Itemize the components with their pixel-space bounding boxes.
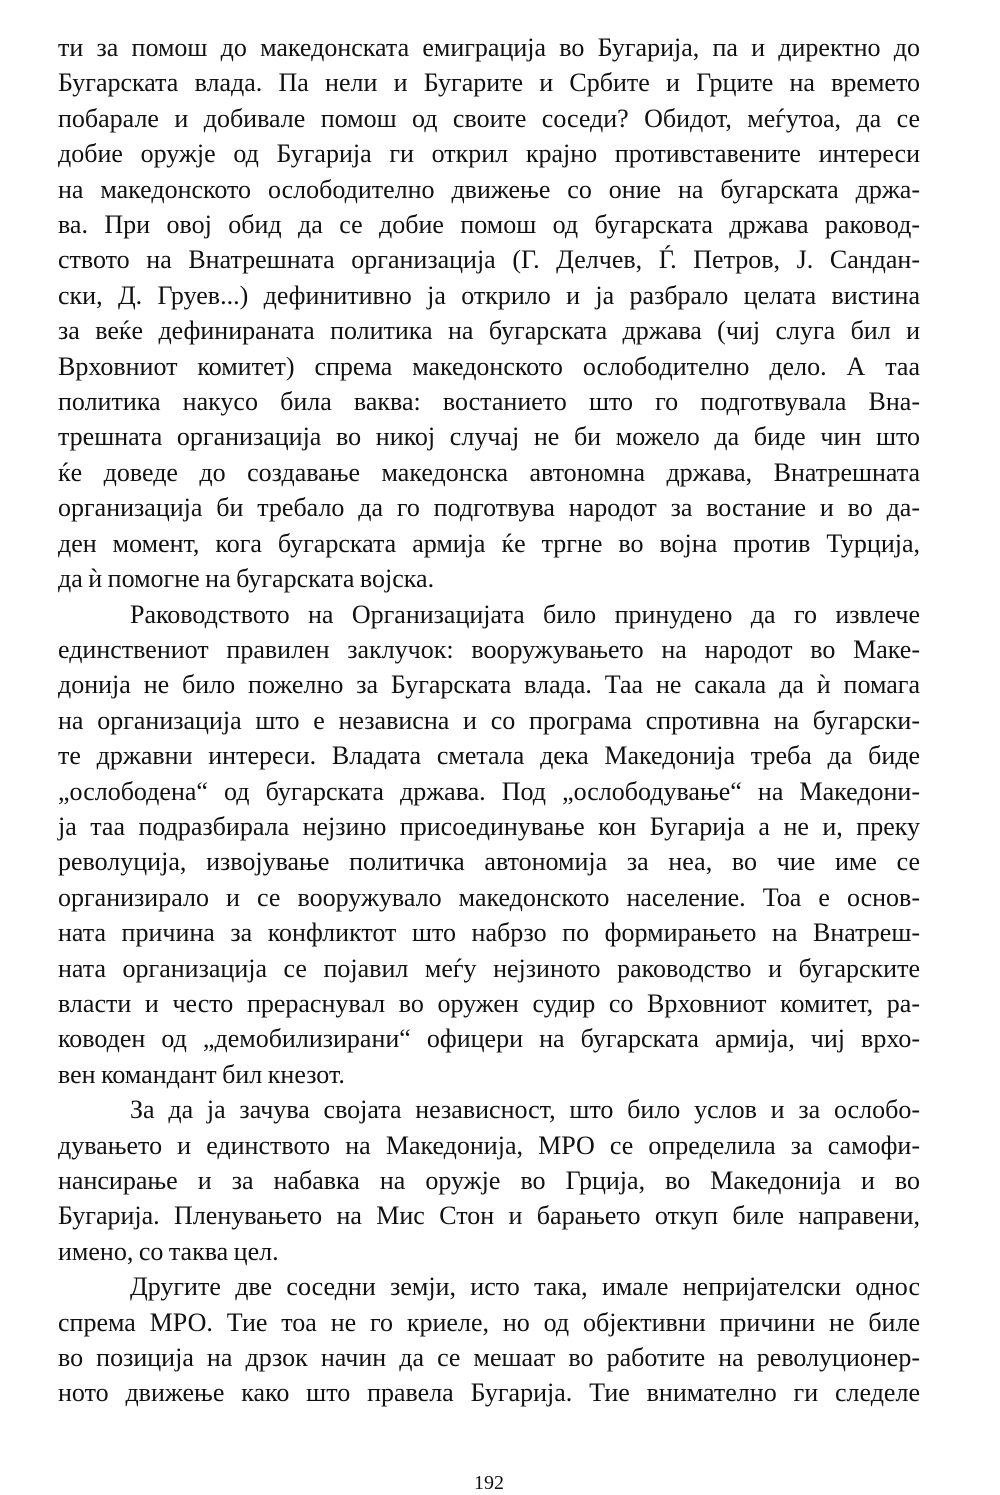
text-line-content: организација би требало да го подготвува народот за востание и во да- <box>58 493 920 523</box>
text-line <box>58 1021 920 1056</box>
text-line <box>58 30 920 65</box>
paragraph <box>58 597 920 1093</box>
text-line-content: да ѝ помогне на бугарската војска. <box>58 564 435 594</box>
text-line-content: власти и често прераснувал во оружен судир со Врховниот комитет, ра- <box>58 988 920 1018</box>
text-line <box>58 419 920 454</box>
text-line <box>58 278 920 313</box>
text-line <box>58 738 920 773</box>
text-line-content: во позиција на дрзок начин да се мешаат во работите на револуционер- <box>58 1343 920 1373</box>
text-line <box>58 313 920 348</box>
text-line <box>58 1305 920 1340</box>
text-line-content: ќе доведе до создавање македонска автономна држава, Внатрешната <box>58 457 920 487</box>
text-line-content: побарале и добивале помош од своите соседи? Обидот, меѓутоа, да се <box>58 103 920 133</box>
text-line <box>58 597 920 632</box>
text-line <box>58 986 920 1021</box>
text-line-content: Бугарската влада. Па нели и Бугарите и Србите и Грците на времето <box>58 68 920 98</box>
text-line <box>58 1198 920 1233</box>
text-line-content: ва. При овој обид да се добие помош од бугарската држава раковод- <box>58 210 920 240</box>
text-line-content: имено, со таква цел. <box>58 1236 279 1266</box>
text-line <box>58 951 920 986</box>
text-line-content: организирало и се вооружувало македонското население. Тоа е основ- <box>58 882 920 912</box>
text-line <box>58 490 920 525</box>
text-line <box>58 349 920 384</box>
text-line-content: единствениот правилен заклучок: вооружувањето на народот во Маке- <box>58 634 920 664</box>
text-line-content: ководен од „демобилизирани“ офицери на бугарската армија, чиј врхо- <box>58 1024 920 1054</box>
text-line-content: За да ја зачува својата независност, што било услов и за ослобо- <box>130 1095 920 1125</box>
text-line <box>58 1128 920 1163</box>
text-line-content: за веќе дефинираната политика на бугарската држава (чиј слуга бил и <box>58 316 920 346</box>
text-line-content: револуција, извојување политичка автономија за неа, во чие име се <box>58 847 920 877</box>
text-line-content: трешната организација во никој случај не би можело да биде чин што <box>58 422 920 452</box>
text-line-content: ната причина за конфликтот што набрзо по формирањето на Внатреш- <box>58 918 920 948</box>
text-line <box>58 774 920 809</box>
text-line <box>58 136 920 171</box>
text-line <box>58 455 920 490</box>
text-line-content: на организација што е независна и со програма спротивна на бугарски- <box>58 705 920 735</box>
text-line-content: ното движење како што правела Бугарија. Тие внимателно ги следеле <box>58 1378 920 1408</box>
text-line <box>58 207 920 242</box>
text-line <box>58 1269 920 1304</box>
text-line-content: ството на Внатрешната организација (Г. Делчев, Ѓ. Петров, Ј. Сандан- <box>58 245 920 275</box>
text-line-content: Раководството на Организацијата било принудено да го извлече <box>130 599 920 629</box>
text-line-content: ја таа подразбирала нејзино присоединување кон Бугарија а не и, преку <box>58 811 920 841</box>
page-number: 192 <box>474 1471 504 1494</box>
text-line <box>58 242 920 277</box>
text-line-content: ден момент, кога бугарската армија ќе тргне во војна против Турција, <box>58 528 920 558</box>
paragraph <box>58 1092 920 1269</box>
text-line-content: спрема МРО. Тие тоа не го криеле, но од објективни причини не биле <box>58 1307 920 1337</box>
paragraph <box>58 30 920 597</box>
text-line <box>58 880 920 915</box>
text-line <box>58 1163 920 1198</box>
text-line <box>58 632 920 667</box>
text-line-content: политика накусо била ваква: востанието што го подготвувала Вна- <box>58 387 920 417</box>
text-line <box>58 1092 920 1127</box>
text-line-content: добие оружје од Бугарија ги открил крајно противставените интереси <box>58 139 920 169</box>
text-line-content: донија не било пожелно за Бугарската влада. Таа не сакала да ѝ помага <box>58 670 920 700</box>
text-line <box>58 667 920 702</box>
text-line <box>58 915 920 950</box>
text-line <box>58 809 920 844</box>
text-line-content: вен командант бил кнезот. <box>58 1059 345 1089</box>
text-line <box>58 1375 920 1410</box>
text-line-content: ти за помош до македонската емиграција во Бугарија, па и директно до <box>58 33 920 62</box>
body-text <box>58 30 920 1495</box>
text-line-content: те државни интереси. Владата сметала дека Македонија треба да биде <box>58 741 920 771</box>
paragraphs <box>58 30 920 1411</box>
text-line-content: Другите две соседни земји, исто така, имале непријателски однос <box>130 1272 920 1302</box>
text-line-content: „ослободена“ од бугарската држава. Под „ослободување“ на Македони- <box>58 776 920 806</box>
text-line-content: ски, Д. Груев...) дефинитивно ја открило и ја разбрало целата вистина <box>58 280 920 310</box>
text-line <box>58 65 920 100</box>
text-line <box>58 384 920 419</box>
text-line <box>58 703 920 738</box>
text-line <box>58 172 920 207</box>
text-line-content: на македонското ослободително движење со оние на бугарската држа- <box>58 174 920 204</box>
text-line <box>58 1234 920 1269</box>
text-line-content: дувањето и единството на Македонија, МРО се определила за самофи- <box>58 1130 920 1160</box>
paragraph <box>58 1269 920 1411</box>
text-line <box>58 1340 920 1375</box>
text-line <box>58 561 920 596</box>
text-line-content: Врховниот комитет) спрема македонското ослободително дело. А таа <box>58 351 920 381</box>
text-line-content: нансирање и за набавка на оружје во Грција, во Македонија и во <box>58 1166 920 1195</box>
text-line <box>58 1057 920 1092</box>
text-line <box>58 101 920 136</box>
text-line-content: ната организација се појавил меѓу нејзиното раководство и бугарските <box>58 953 920 983</box>
text-line-content: Бугарија. Пленувањето на Мис Стон и барањето откуп биле направени, <box>58 1201 920 1231</box>
text-line <box>58 844 920 879</box>
text-line <box>58 526 920 561</box>
